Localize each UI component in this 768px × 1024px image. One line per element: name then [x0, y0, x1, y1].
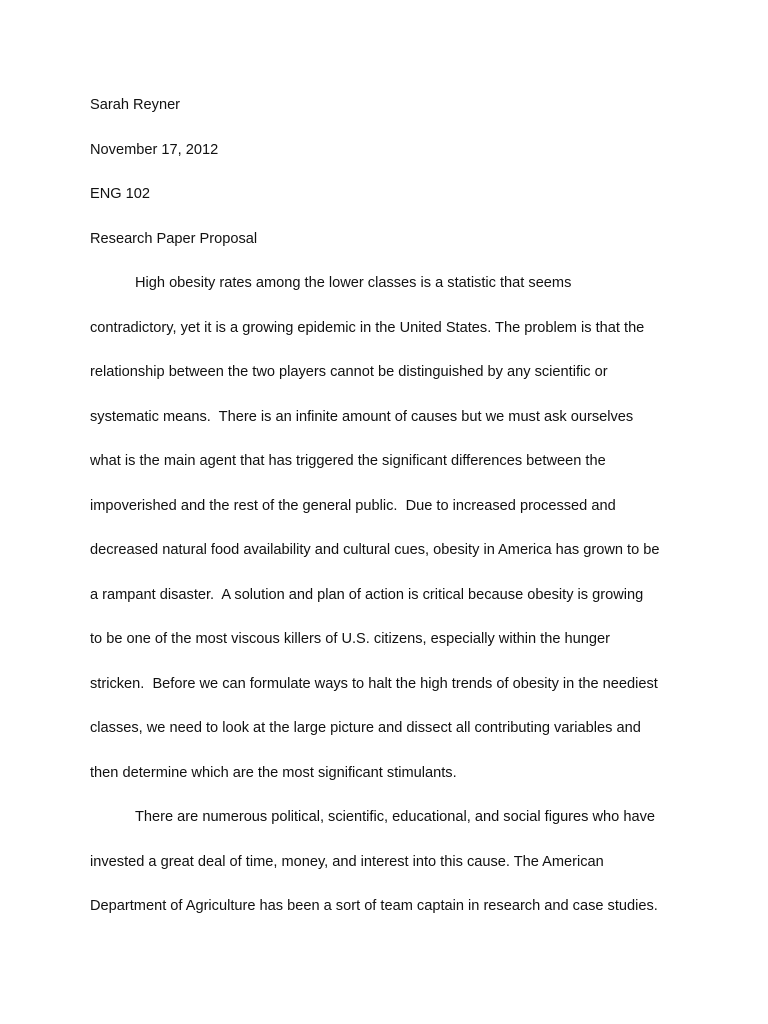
paragraph-line: High obesity rates among the lower classes is a statistic that seems — [135, 275, 572, 291]
document-title: Research Paper Proposal — [90, 231, 258, 247]
paragraph-line: what is the main agent that has triggered the significant differences between the — [90, 453, 606, 469]
course-code: ENG 102 — [90, 186, 151, 202]
author-name: Sarah Reyner — [90, 97, 181, 113]
paragraph-line: decreased natural food availability and cultural cues, obesity in America has grown to be — [90, 542, 660, 558]
paragraph-line: invested a great deal of time, money, and interest into this cause. The American — [90, 854, 604, 870]
paragraph-line: impoverished and the rest of the general public. Due to increased processed and — [90, 498, 616, 514]
paragraph-line: Department of Agriculture has been a sort of team captain in research and case studies. — [90, 898, 658, 914]
paragraph-line: stricken. Before we can formulate ways to halt the high trends of obesity in the neediest — [90, 676, 658, 692]
paragraph-line: There are numerous political, scientific, educational, and social figures who have — [135, 809, 655, 825]
paragraph-line: systematic means. There is an infinite amount of causes but we must ask ourselves — [90, 409, 634, 425]
paragraph-line: to be one of the most viscous killers of U.S. citizens, especially within the hunger — [90, 631, 610, 647]
document-date: November 17, 2012 — [90, 142, 219, 158]
paragraph-line: relationship between the two players cannot be distinguished by any scientific or — [90, 364, 608, 380]
paragraph-line: a rampant disaster. A solution and plan of action is critical because obesity is growing — [90, 587, 644, 603]
paragraph-line: contradictory, yet it is a growing epidemic in the United States. The problem is that the — [90, 320, 645, 336]
paragraph-line: then determine which are the most significant stimulants. — [90, 765, 457, 781]
paragraph-line: classes, we need to look at the large picture and dissect all contributing variables and — [90, 720, 641, 736]
